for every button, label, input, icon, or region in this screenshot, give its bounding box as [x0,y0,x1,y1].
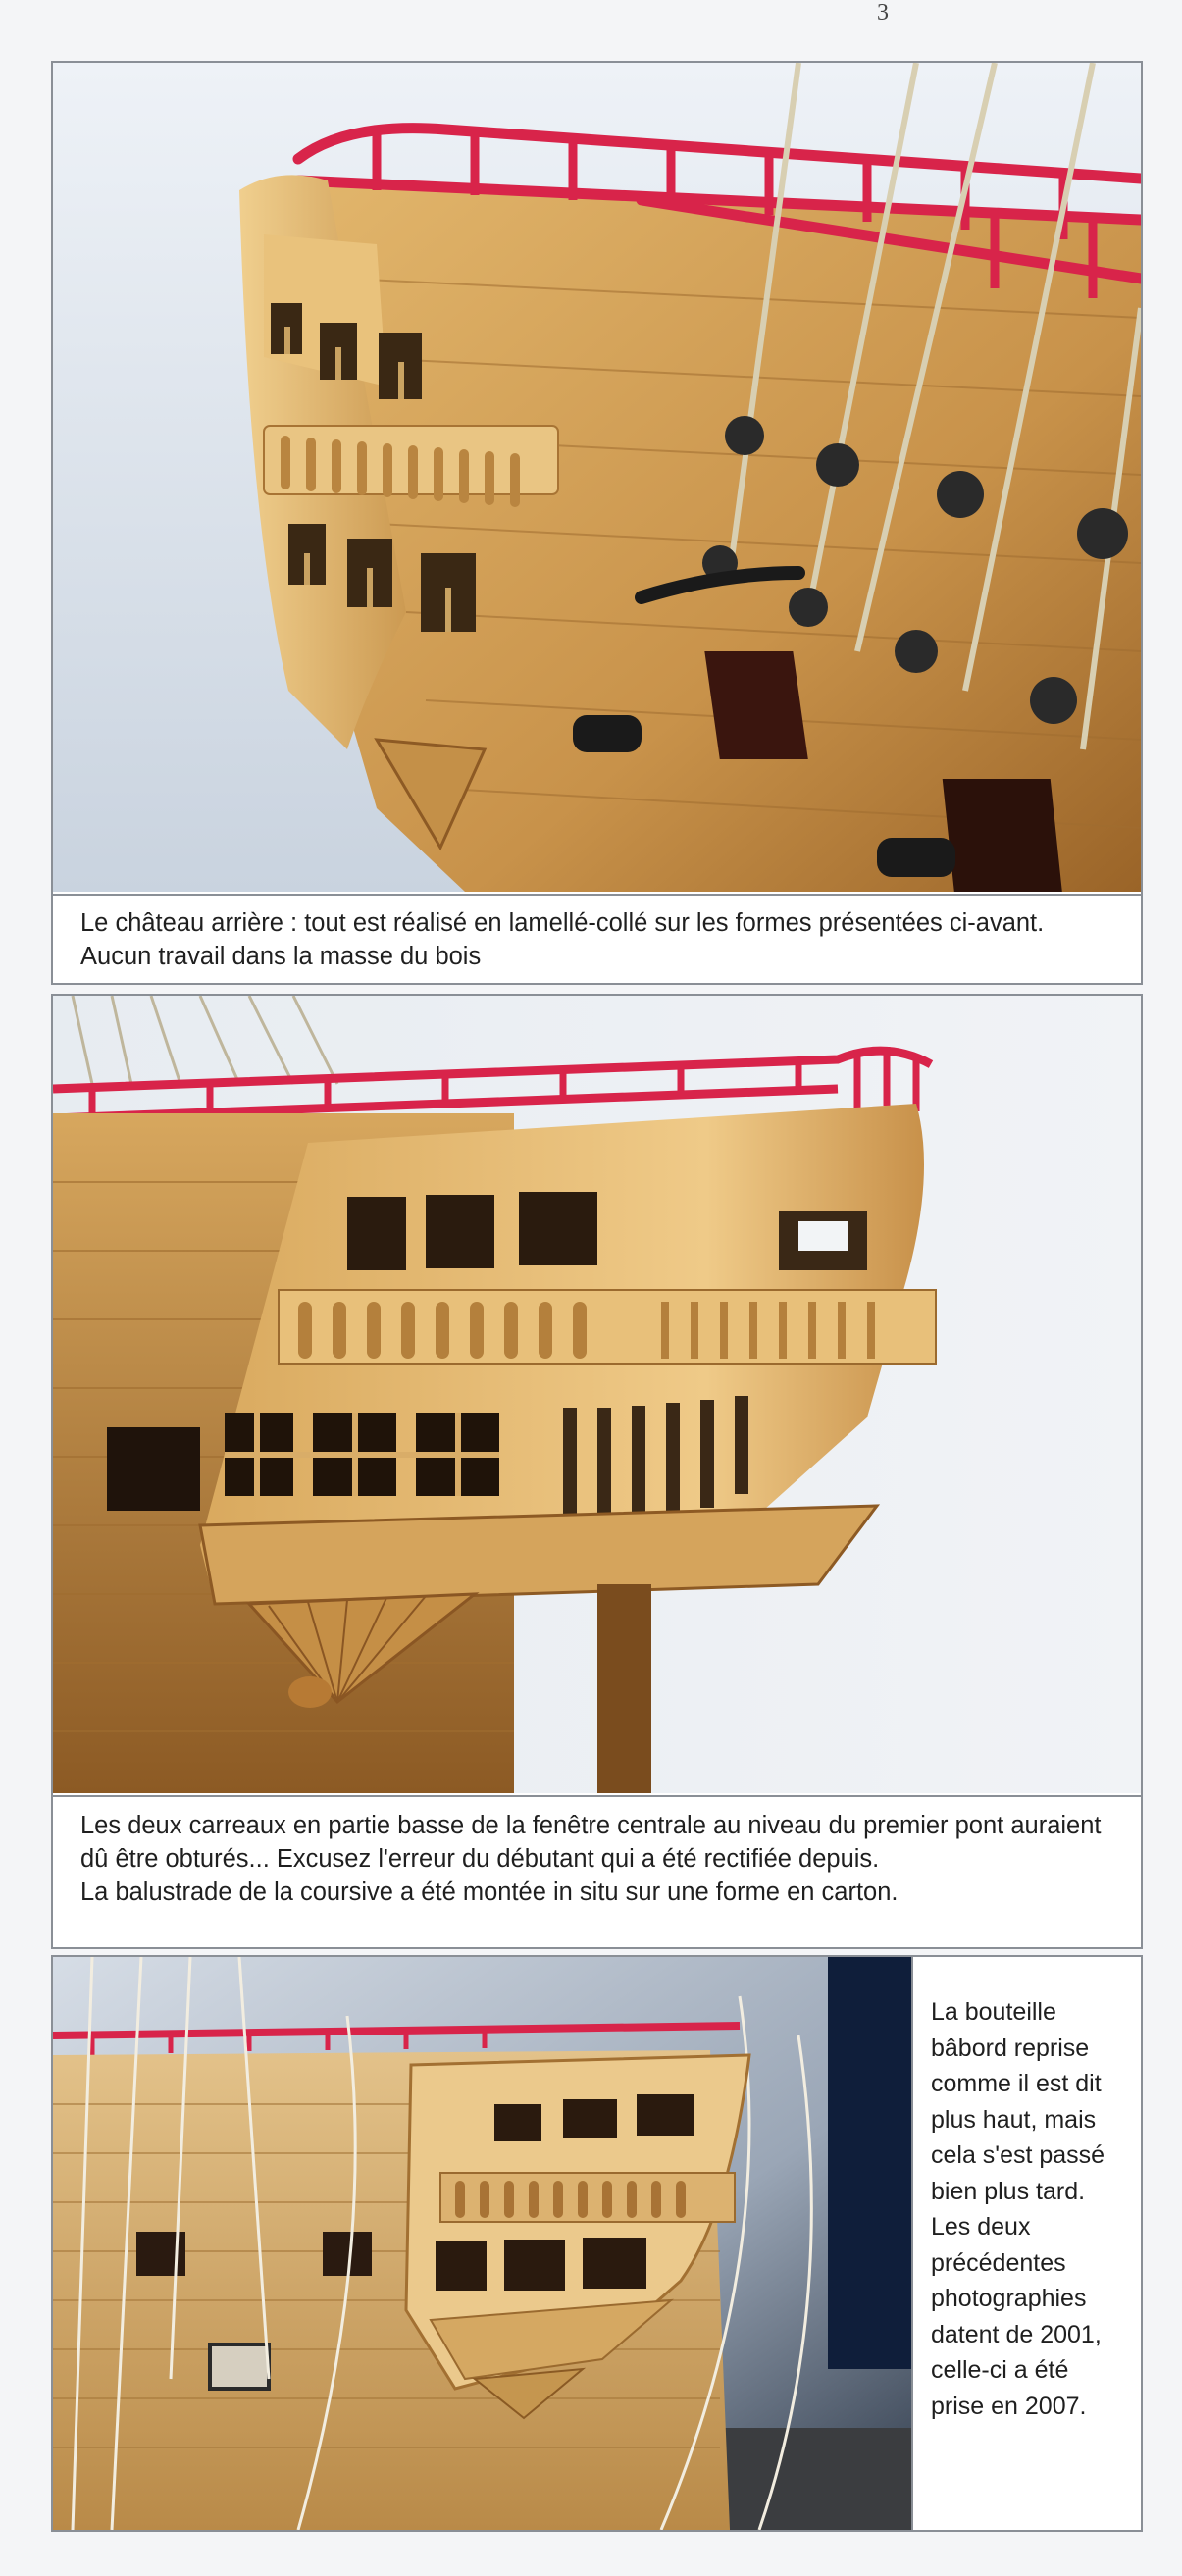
figure-3-caption-text-2: Les deux précédentes photographies datent de 2001, celle-ci a été prise en 2007. [931,2213,1102,2420]
figure-3-caption-text-1: La bouteille bâbord reprise comme il est dit plus haut, mais cela s'est passé bien plus tard. [931,1998,1105,2205]
figure-1-caption-text: Le château arrière : tout est réalisé en lamellé-collé sur les formes présentées ci-avant. Aucun travail dans la masse du bois [80,909,1045,970]
ship-stern-castle-photo [53,63,1141,892]
figure-2-caption-text-2: La balustrade de la coursive a été montée in situ sur une forme en carton. [80,1879,899,1906]
figure-2 [51,994,1143,1949]
figure-3-caption [911,1957,1141,2530]
figure-2-caption [53,1795,1141,1949]
figure-3 [51,1955,1143,2532]
ship-stern-windows-photo [53,996,1141,1793]
figure-1 [51,61,1143,985]
ship-port-quarter-gallery-photo [53,1957,911,2530]
page-number: 3 [877,0,889,26]
figure-2-caption-text-1: Les deux carreaux en partie basse de la fenêtre centrale au niveau du premier pont auraient dû être obturés... Excusez l'erreur du débutant qui a été rectifiée depuis. [80,1812,1102,1873]
figure-1-caption [53,894,1141,985]
